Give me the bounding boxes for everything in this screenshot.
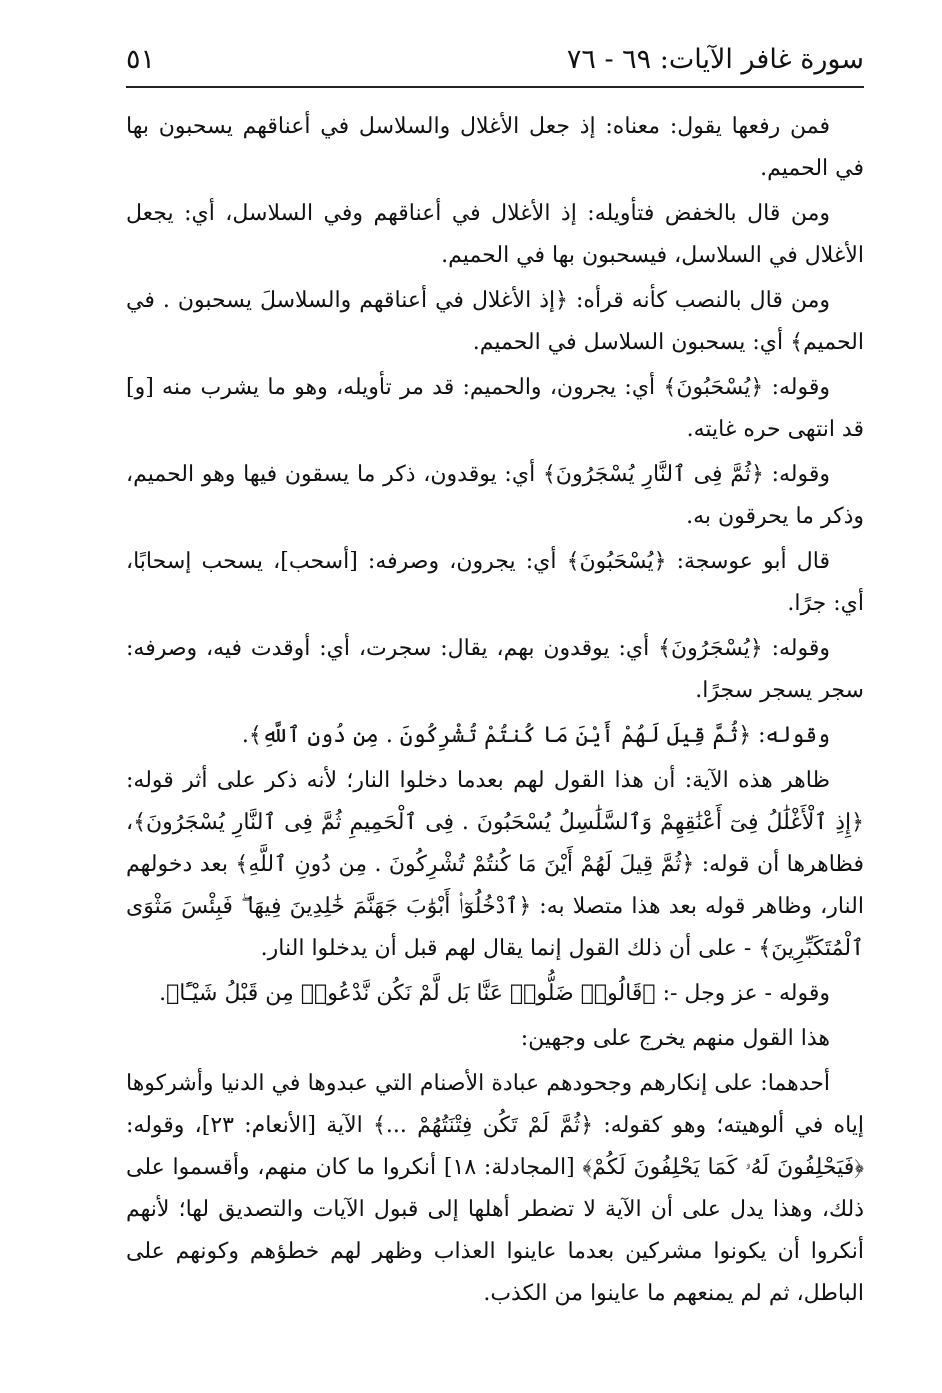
paragraph: قال أبو عوسجة: ﴿يُسْحَبُونَ﴾ أي: يجرون، وصرفه: [أسحب]، يسحب إسحابًا، أي: جرًا. (126, 549, 864, 616)
paragraph: وقوله - عز وجل -: ﴿قَالُوا۟ ضَلُّوا۟ عَنَّا بَل لَّمْ نَكُن نَّدْعُوا۟ مِن قَبْلُ شَيْـًٔا﴾. (159, 981, 830, 1006)
paragraph: ومن قال بالخفض فتأويله: إذ الأغلال في أعناقهم وفي السلاسل، أي: يجعل الأغلال في السلاسل، فيسحبون بها في الحميم. (126, 201, 864, 268)
paragraph: ظاهر هذه الآية: أن هذا القول لهم بعدما دخلوا النار؛ لأنه ذكر على أثر قوله: ﴿إِذِ ٱلْأَغْلَٰلُ فِىٓ أَعْنَٰقِهِمْ وَٱلسَّلَٰسِلُ يُسْحَبُونَ . فِى ٱلْحَمِيمِ ثُمَّ فِى ٱلنَّارِ يُسْجَرُونَ﴾، فظاهرها أن قوله: ﴿ثُمَّ قِيلَ لَهُمْ أَيْنَ مَا كُنتُمْ تُشْرِكُونَ . مِن دُونِ ٱللَّهِ﴾ بعد دخولهم النار، وظاهر قوله بعد هذا متصلا به: ﴿ٱدْخُلُوٓا۟ أَبْوَٰبَ جَهَنَّمَ خَٰلِدِينَ فِيهَا ۖ فَبِئْسَ مَثْوَى ٱلْمُتَكَبِّرِينَ﴾ - على أن ذلك القول إنما يقال لهم قبل أن يدخلوا النار. (126, 768, 864, 961)
paragraph: وقوله: ﴿ثُمَّ قِيلَ لَهُمْ أَيْنَ مَا كُنتُمْ تُشْرِكُونَ . مِن دُونِ ٱللَّهِ﴾. (241, 723, 830, 748)
paragraph: فمن رفعها يقول: معناه: إذ جعل الأغلال والسلاسل في أعناقهم يسحبون بها في الحميم. (126, 114, 864, 181)
running-title: سورة غافر الآيات: ٦٩ - ٧٦ (566, 44, 864, 75)
header-divider (126, 86, 864, 88)
page-number: ٥١ (126, 44, 156, 75)
paragraph: أحدهما: على إنكارهم وجحودهم عبادة الأصنام التي عبدوها في الدنيا وأشركوها إياه في ألوهيته؛ وهو كقوله: ﴿ثُمَّ لَمْ تَكُن فِتْنَتُهُمْ ...﴾ الآية [الأنعام: ٢٣]، وقوله: ﴿فَيَحْلِفُونَ لَهُۥ كَمَا يَحْلِفُونَ لَكُمْ﴾ [المجادلة: ١٨] أنكروا ما كان منهم، وأقسموا على ذلك، وهذا يدل على أن الآية لا تضطر أهلها إلى قبول الآيات والتصديق لها؛ لأنهم أنكروا أن يكونوا مشركين بعدما عاينوا العذاب وظهر لهم خطؤهم وكونهم على الباطل، ثم لم يمنعهم ما عاينوا من الكذب. (126, 1071, 865, 1306)
paragraph: ومن قال بالنصب كأنه قرأه: ﴿إذ الأغلال في أعناقهم والسلاسلَ يسحبون . في الحميم﴾ أي: يسحبون السلاسل في الحميم. (126, 288, 864, 355)
page-body (126, 106, 864, 1318)
paragraph: وقوله: ﴿يُسْحَبُونَ﴾ أي: يجرون، والحميم: قد مر تأويله، وهو ما يشرب منه [و] قد انتهى حره غايته. (126, 375, 864, 442)
paragraph: وقوله: ﴿يُسْجَرُونَ﴾ أي: يوقدون بهم، يقال: سجرت، أي: أوقدت فيه، وصرفه: سجر يسجر سجرًا. (126, 636, 864, 703)
page-header (126, 38, 864, 88)
paragraph: هذا القول منهم يخرج على وجهين: (520, 1026, 830, 1051)
paragraph: وقوله: ﴿ثُمَّ فِى ٱلنَّارِ يُسْجَرُونَ﴾ أي: يوقدون، ذكر ما يسقون فيها وهو الحميم، وذكر ما يحرقون به. (126, 462, 864, 529)
